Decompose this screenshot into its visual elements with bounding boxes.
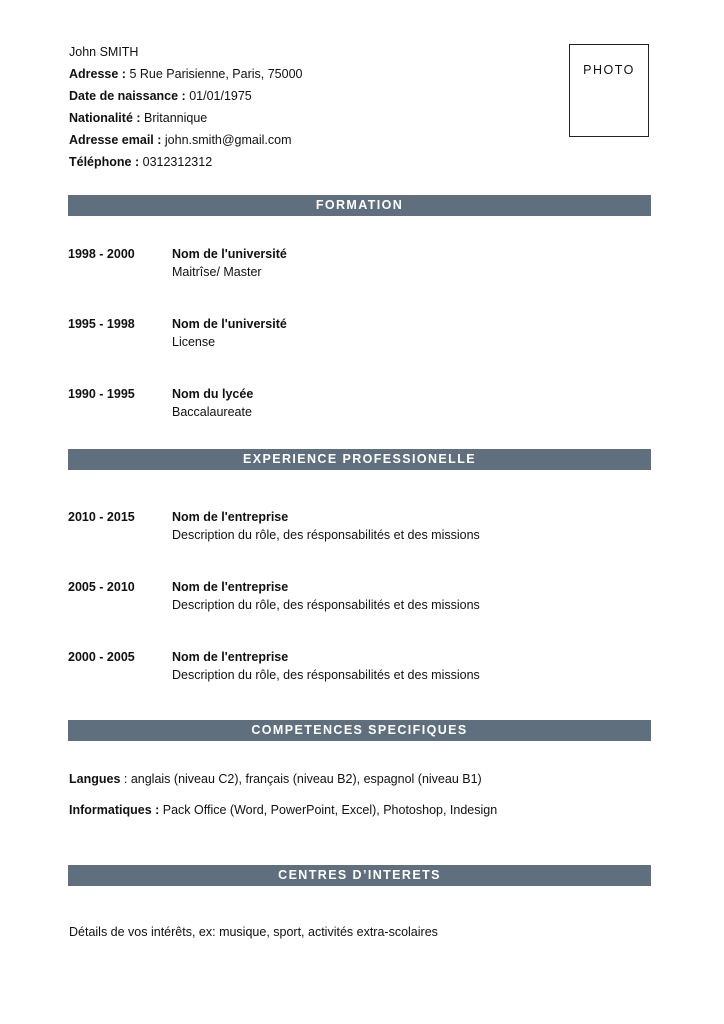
email-value: john.smith@gmail.com (161, 133, 292, 147)
entry-description: Description du rôle, des résponsabilités et des missions (172, 598, 480, 612)
section-header-formation: FORMATION (68, 195, 651, 216)
skill-it (69, 803, 497, 817)
phone-line (69, 152, 302, 174)
email-label: Adresse email : (69, 133, 162, 147)
nationality-value: Britannique (140, 111, 208, 125)
entry-description: License (172, 335, 216, 349)
birth-label: Date de naissance : (69, 89, 186, 103)
birth-line (69, 86, 302, 108)
entry-title: Nom de l'entreprise (172, 650, 289, 664)
entry-description: Baccalaureate (172, 405, 252, 419)
entry-description: Description du rôle, des résponsabilités et des missions (172, 668, 480, 682)
skill-languages-value: : anglais (niveau C2), français (niveau B2), espagnol (niveau B1) (120, 772, 482, 786)
birth-value: 01/01/1975 (185, 89, 252, 103)
skill-languages-label: Langues (69, 772, 121, 786)
entry-title: Nom de l'entreprise (172, 580, 289, 594)
entry-dates: 2000 - 2005 (68, 650, 135, 664)
section-header-experience: EXPERIENCE PROFESSIONELLE (68, 449, 651, 470)
address-line (69, 64, 302, 86)
entry-title: Nom de l'université (172, 247, 287, 261)
nationality-line (69, 108, 302, 130)
entry-dates: 2005 - 2010 (68, 580, 135, 594)
skill-it-label: Informatiques : (69, 803, 160, 817)
person-name: John SMITH (69, 45, 139, 59)
nationality-label: Nationalité : (69, 111, 141, 125)
entry-description: Description du rôle, des résponsabilités et des missions (172, 528, 480, 542)
address-value: 5 Rue Parisienne, Paris, 75000 (125, 67, 303, 81)
entry-title: Nom de l'entreprise (172, 510, 289, 524)
section-header-competences: COMPETENCES SPECIFIQUES (68, 720, 651, 741)
section-header-interets: CENTRES D’INTERETS (68, 865, 651, 886)
photo-placeholder: PHOTO (569, 44, 649, 137)
email-line (69, 130, 302, 152)
entry-title: Nom de l'université (172, 317, 287, 331)
interests-text: Détails de vos intérêts, ex: musique, sport, activités extra-scolaires (69, 925, 438, 939)
entry-description: Maitrîse/ Master (172, 265, 262, 279)
phone-label: Téléphone : (69, 155, 140, 169)
skill-languages (69, 772, 482, 786)
entry-dates: 1990 - 1995 (68, 387, 135, 401)
phone-value: 0312312312 (139, 155, 213, 169)
entry-dates: 1995 - 1998 (68, 317, 135, 331)
entry-title: Nom du lycée (172, 387, 254, 401)
personal-info (69, 42, 302, 174)
address-label: Adresse : (69, 67, 126, 81)
entry-dates: 2010 - 2015 (68, 510, 135, 524)
skill-it-value: Pack Office (Word, PowerPoint, Excel), Photoshop, Indesign (159, 803, 498, 817)
entry-dates: 1998 - 2000 (68, 247, 135, 261)
